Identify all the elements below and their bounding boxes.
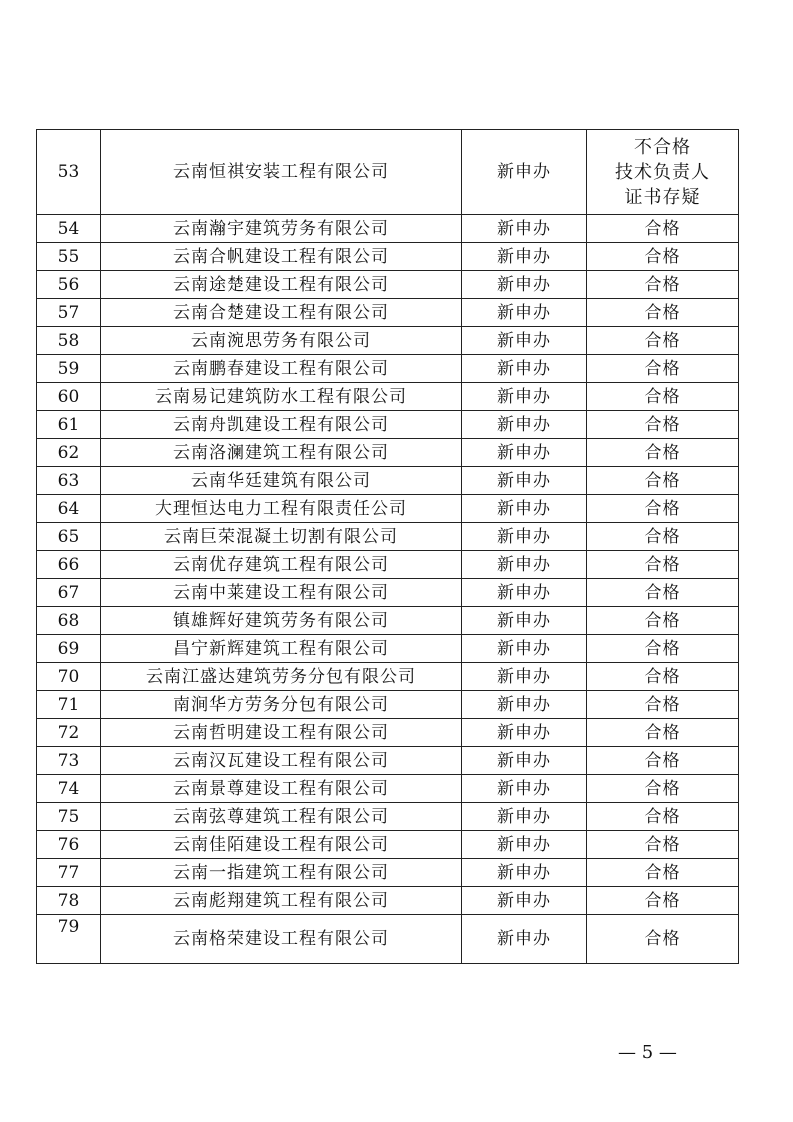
table-body <box>37 130 739 964</box>
table-row <box>37 299 739 327</box>
review-result: 合格 <box>587 831 739 859</box>
row-number: 68 <box>37 607 101 635</box>
application-type: 新申办 <box>462 215 587 243</box>
company-name: 云南舟凯建设工程有限公司 <box>101 411 462 439</box>
table-row <box>37 747 739 775</box>
company-name: 云南鹏春建设工程有限公司 <box>101 355 462 383</box>
review-result: 合格 <box>587 747 739 775</box>
table-row <box>37 439 739 467</box>
company-name: 云南一指建筑工程有限公司 <box>101 859 462 887</box>
review-result: 合格 <box>587 719 739 747</box>
row-number: 57 <box>37 299 101 327</box>
row-number: 66 <box>37 551 101 579</box>
application-type: 新申办 <box>462 747 587 775</box>
company-name: 云南洛澜建筑工程有限公司 <box>101 439 462 467</box>
company-name: 云南弦尊建筑工程有限公司 <box>101 803 462 831</box>
review-result: 合格 <box>587 803 739 831</box>
application-type: 新申办 <box>462 243 587 271</box>
company-name: 云南汉瓦建设工程有限公司 <box>101 747 462 775</box>
application-type: 新申办 <box>462 775 587 803</box>
row-number: 54 <box>37 215 101 243</box>
table-row <box>37 607 739 635</box>
row-number: 59 <box>37 355 101 383</box>
application-type: 新申办 <box>462 887 587 915</box>
row-number: 79 <box>37 915 101 964</box>
row-number: 53 <box>37 130 101 215</box>
row-number: 56 <box>37 271 101 299</box>
review-result-line: 证书存疑 <box>624 186 701 208</box>
review-result-line: 不合格 <box>634 136 691 158</box>
application-type: 新申办 <box>462 383 587 411</box>
table-row <box>37 243 739 271</box>
row-number: 58 <box>37 327 101 355</box>
row-number: 72 <box>37 719 101 747</box>
application-type: 新申办 <box>462 635 587 663</box>
application-type: 新申办 <box>462 607 587 635</box>
table-row <box>37 467 739 495</box>
company-name: 云南江盛达建筑劳务分包有限公司 <box>101 663 462 691</box>
review-result: 合格 <box>587 271 739 299</box>
company-name: 云南恒祺安装工程有限公司 <box>101 130 462 215</box>
company-name: 云南中莱建设工程有限公司 <box>101 579 462 607</box>
table-row <box>37 831 739 859</box>
application-type: 新申办 <box>462 467 587 495</box>
table-row <box>37 915 739 964</box>
review-result <box>587 130 739 215</box>
company-name: 云南佳陌建设工程有限公司 <box>101 831 462 859</box>
review-result: 合格 <box>587 411 739 439</box>
review-result: 合格 <box>587 663 739 691</box>
application-type: 新申办 <box>462 439 587 467</box>
review-result: 合格 <box>587 607 739 635</box>
application-type: 新申办 <box>462 411 587 439</box>
review-result: 合格 <box>587 215 739 243</box>
table-row <box>37 327 739 355</box>
row-number: 64 <box>37 495 101 523</box>
company-name: 昌宁新辉建筑工程有限公司 <box>101 635 462 663</box>
review-result: 合格 <box>587 691 739 719</box>
application-type: 新申办 <box>462 831 587 859</box>
application-type: 新申办 <box>462 271 587 299</box>
review-result: 合格 <box>587 243 739 271</box>
row-number: 60 <box>37 383 101 411</box>
row-number: 63 <box>37 467 101 495</box>
application-type: 新申办 <box>462 523 587 551</box>
application-type: 新申办 <box>462 495 587 523</box>
application-type: 新申办 <box>462 859 587 887</box>
row-number: 62 <box>37 439 101 467</box>
table-row <box>37 635 739 663</box>
company-name: 云南合楚建设工程有限公司 <box>101 299 462 327</box>
company-name: 南涧华方劳务分包有限公司 <box>101 691 462 719</box>
row-number: 74 <box>37 775 101 803</box>
review-result: 合格 <box>587 523 739 551</box>
application-type: 新申办 <box>462 915 587 964</box>
review-result: 合格 <box>587 859 739 887</box>
row-number: 55 <box>37 243 101 271</box>
company-name: 云南巨荣混凝土切割有限公司 <box>101 523 462 551</box>
application-type: 新申办 <box>462 719 587 747</box>
page-number: — 5 — <box>618 1042 677 1063</box>
company-name: 镇雄辉好建筑劳务有限公司 <box>101 607 462 635</box>
application-type: 新申办 <box>462 803 587 831</box>
qualification-results-table <box>36 129 739 964</box>
row-number: 69 <box>37 635 101 663</box>
table-row <box>37 859 739 887</box>
company-name: 云南瀚宇建筑劳务有限公司 <box>101 215 462 243</box>
application-type: 新申办 <box>462 551 587 579</box>
company-name: 云南途楚建设工程有限公司 <box>101 271 462 299</box>
row-number: 73 <box>37 747 101 775</box>
row-number: 61 <box>37 411 101 439</box>
table-row <box>37 355 739 383</box>
table-row <box>37 803 739 831</box>
company-name: 云南彪翔建筑工程有限公司 <box>101 887 462 915</box>
row-number: 71 <box>37 691 101 719</box>
review-result: 合格 <box>587 439 739 467</box>
table-row <box>37 579 739 607</box>
table-row <box>37 663 739 691</box>
table-row <box>37 691 739 719</box>
row-number: 77 <box>37 859 101 887</box>
row-number: 67 <box>37 579 101 607</box>
row-number: 70 <box>37 663 101 691</box>
review-result: 合格 <box>587 327 739 355</box>
application-type: 新申办 <box>462 663 587 691</box>
company-name: 云南优存建筑工程有限公司 <box>101 551 462 579</box>
company-name: 大理恒达电力工程有限责任公司 <box>101 495 462 523</box>
review-result-line: 技术负责人 <box>615 161 710 183</box>
company-name: 云南景尊建设工程有限公司 <box>101 775 462 803</box>
company-name: 云南格荣建设工程有限公司 <box>101 915 462 964</box>
application-type: 新申办 <box>462 355 587 383</box>
row-number: 75 <box>37 803 101 831</box>
review-result: 合格 <box>587 915 739 964</box>
table-row <box>37 271 739 299</box>
table-row <box>37 523 739 551</box>
table-row <box>37 411 739 439</box>
review-result: 合格 <box>587 635 739 663</box>
company-name: 云南易记建筑防水工程有限公司 <box>101 383 462 411</box>
row-number: 78 <box>37 887 101 915</box>
application-type: 新申办 <box>462 130 587 215</box>
application-type: 新申办 <box>462 691 587 719</box>
row-number: 76 <box>37 831 101 859</box>
review-result: 合格 <box>587 299 739 327</box>
table-row <box>37 495 739 523</box>
review-result: 合格 <box>587 383 739 411</box>
table-row <box>37 775 739 803</box>
review-result: 合格 <box>587 887 739 915</box>
table-row <box>37 719 739 747</box>
review-result: 合格 <box>587 467 739 495</box>
table-row <box>37 130 739 215</box>
review-result: 合格 <box>587 355 739 383</box>
company-name: 云南涴思劳务有限公司 <box>101 327 462 355</box>
table-row <box>37 887 739 915</box>
review-result: 合格 <box>587 551 739 579</box>
table-row <box>37 551 739 579</box>
review-result: 合格 <box>587 579 739 607</box>
application-type: 新申办 <box>462 299 587 327</box>
review-result: 合格 <box>587 495 739 523</box>
application-type: 新申办 <box>462 579 587 607</box>
company-name: 云南合帆建设工程有限公司 <box>101 243 462 271</box>
company-name: 云南华廷建筑有限公司 <box>101 467 462 495</box>
application-type: 新申办 <box>462 327 587 355</box>
review-result: 合格 <box>587 775 739 803</box>
table-row <box>37 383 739 411</box>
row-number: 65 <box>37 523 101 551</box>
table-row <box>37 215 739 243</box>
company-name: 云南哲明建设工程有限公司 <box>101 719 462 747</box>
